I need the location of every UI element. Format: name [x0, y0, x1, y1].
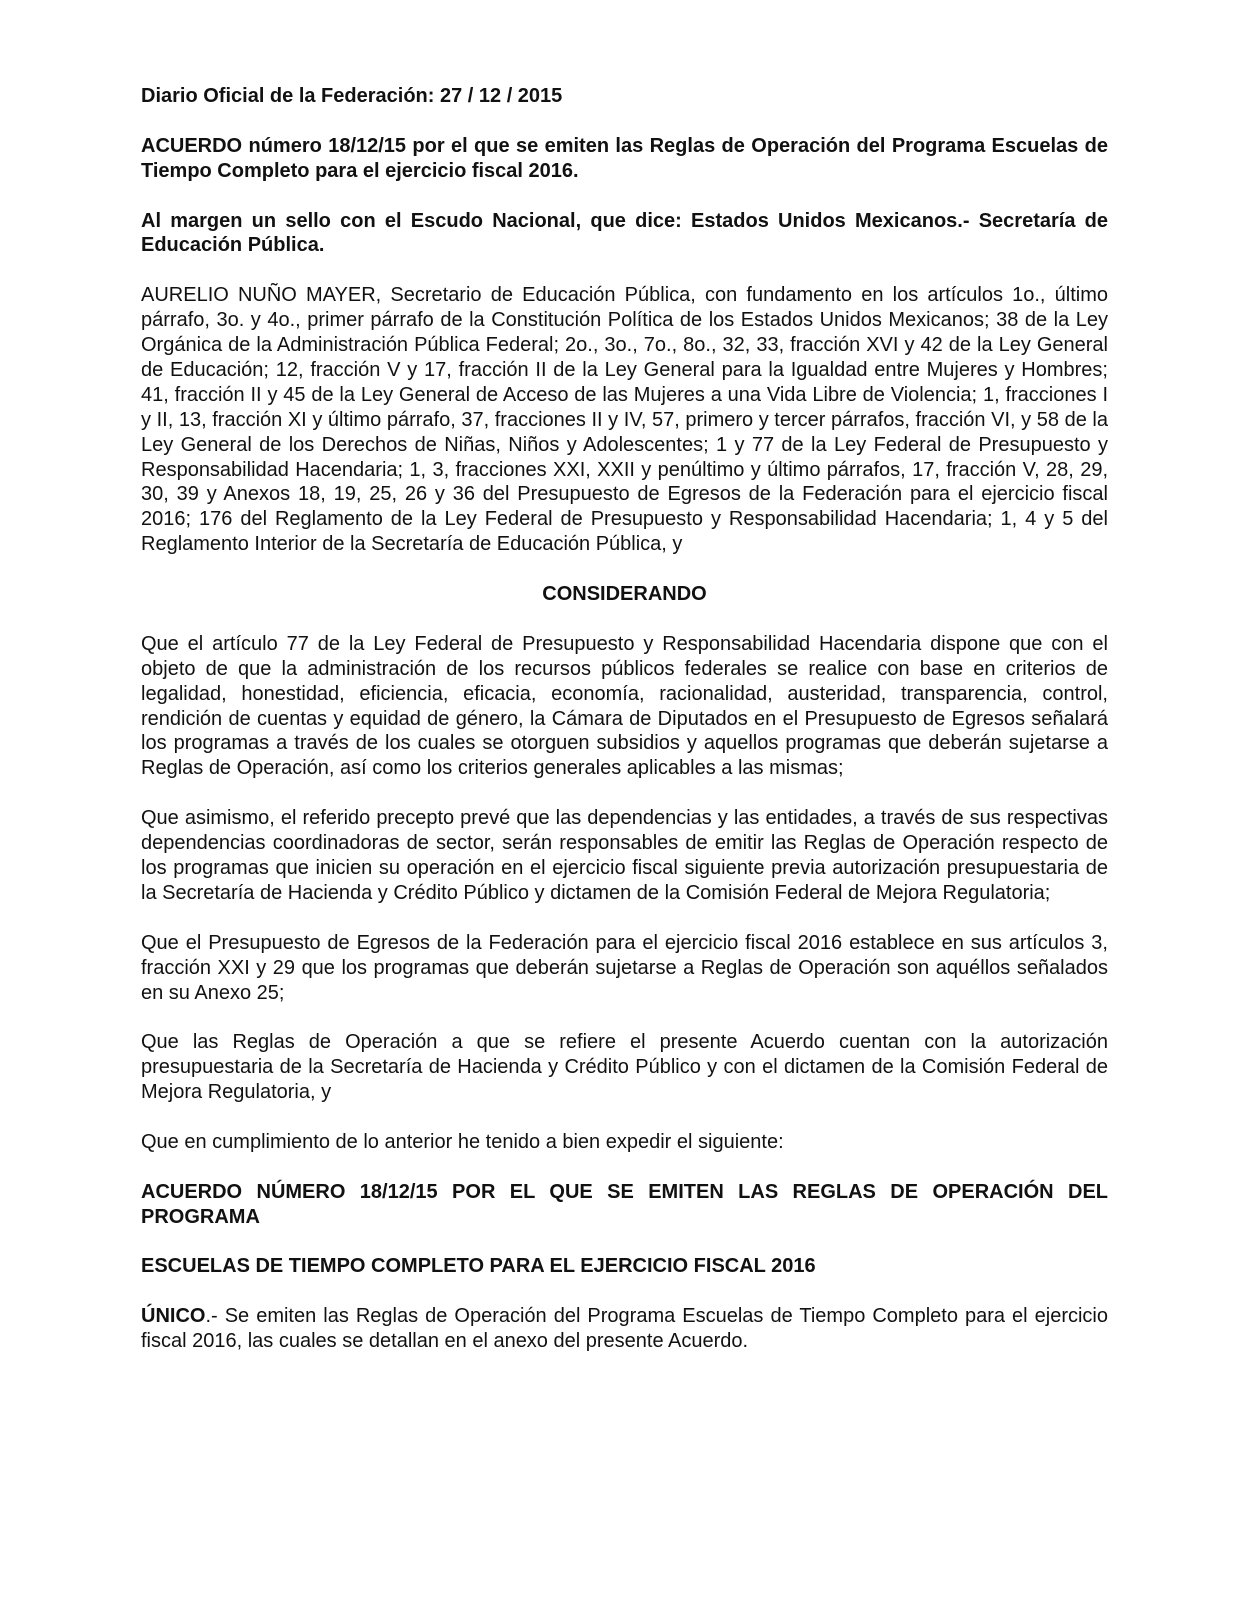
considerando-paragraph: Que el artículo 77 de la Ley Federal de Presupuesto y Responsabilidad Hacendaria dispone que con el objeto de que la administración de los recursos públicos federales se realice con base en criterios de legalidad, honestidad, eficiencia, eficacia, economía, racionalidad, austeridad, transparencia, control, rendición de cuentas y equidad de género, la Cámara de Diputados en el Presupuesto de Egresos señalará los programas a través de los cuales se otorguen subsidios y aquellos programas que deberán sujetarse a Reglas de Operación, así como los criterios generales aplicables a las mismas; [141, 632, 1108, 780]
considerando-heading: CONSIDERANDO [542, 583, 707, 606]
acuerdo-heading: ACUERDO NÚMERO 18/12/15 POR EL QUE SE EMITEN LAS REGLAS DE OPERACIÓN DEL PROGRAMA [141, 1180, 1108, 1228]
unico-paragraph [141, 1304, 1108, 1354]
considerando-paragraph: Que en cumplimiento de lo anterior he tenido a bien expedir el siguiente: [141, 1130, 784, 1153]
considerando-paragraph: Que asimismo, el referido precepto prevé que las dependencias y las entidades, a través de sus respectivas dependencias coordinadoras de sector, serán responsables de emitir las Reglas de Operación respecto de los programas que inicien su operación en el ejercicio fiscal siguiente previa autorización presupuestaria de la Secretaría de Hacienda y Crédito Público y dictamen de la Comisión Federal de Mejora Regulatoria; [141, 807, 1108, 904]
considerando-paragraph: Que las Reglas de Operación a que se refiere el presente Acuerdo cuentan con la autorización presupuestaria de la Secretaría de Hacienda y Crédito Público y con el dictamen de la Comisión Federal de Mejora Regulatoria, y [141, 1031, 1108, 1104]
seal-note: Al margen un sello con el Escudo Nacional, que dice: Estados Unidos Mexicanos.- Secretaría de Educación Pública. [141, 209, 1108, 257]
unico-label: ÚNICO [141, 1305, 206, 1328]
publication-header: Diario Oficial de la Federación: 27 / 12 / 2015 [141, 85, 563, 107]
considerando-paragraph: Que el Presupuesto de Egresos de la Federación para el ejercicio fiscal 2016 establece en sus artículos 3, fracción XXI y 29 que los programas que deberán sujetarse a Reglas de Operación son aquéllos señalados en su Anexo 25; [141, 931, 1108, 1004]
preamble-paragraph: AURELIO NUÑO MAYER, Secretario de Educación Pública, con fundamento en los artículos 1o., último párrafo, 3o. y 4o., primer párrafo de la Constitución Política de los Estados Unidos Mexicanos; 38 de la Ley Orgánica de la Administración Pública Federal; 2o., 3o., 7o., 8o., 32, 33, fracción XVI y 42 de la Ley General de Educación; 12, fracción V y 17, fracción II de la Ley General para la Igualdad entre Mujeres y Hombres; 41, fracción II y 45 de la Ley General de Acceso de las Mujeres a una Vida Libre de Violencia; 1, fracciones I y II, 13, fracción XI y último párrafo, 37, fracciones II y IV, 57, primero y tercer párrafos, fracción VI, y 58 de la Ley General de los Derechos de Niñas, Niños y Adolescentes; 1 y 77 de la Ley Federal de Presupuesto y Responsabilidad Hacendaria; 1, 3, fracciones XXI, XXII y penúltimo y último párrafos, 17, fracción V, 28, 29, 30, 39 y Anexos 18, 19, 25, 26 y 36 del Presupuesto de Egresos de la Federación para el ejercicio fiscal 2016; 176 del Reglamento de la Ley Federal de Presupuesto y Responsabilidad Hacendaria; 1, 4 y 5 del Reglamento Interior de la Secretaría de Educación Pública, y [141, 284, 1108, 556]
document-page [141, 84, 1108, 1379]
unico-text: .- Se emiten las Reglas de Operación del Programa Escuelas de Tiempo Completo para el ejercicio fiscal 2016, las cuales se detallan en el anexo del presente Acuerdo. [141, 1305, 1108, 1353]
acuerdo-subheading: ESCUELAS DE TIEMPO COMPLETO PARA EL EJERCICIO FISCAL 2016 [141, 1255, 816, 1278]
document-title: ACUERDO número 18/12/15 por el que se emiten las Reglas de Operación del Programa Escuelas de Tiempo Completo para el ejercicio fiscal 2016. [141, 134, 1108, 182]
